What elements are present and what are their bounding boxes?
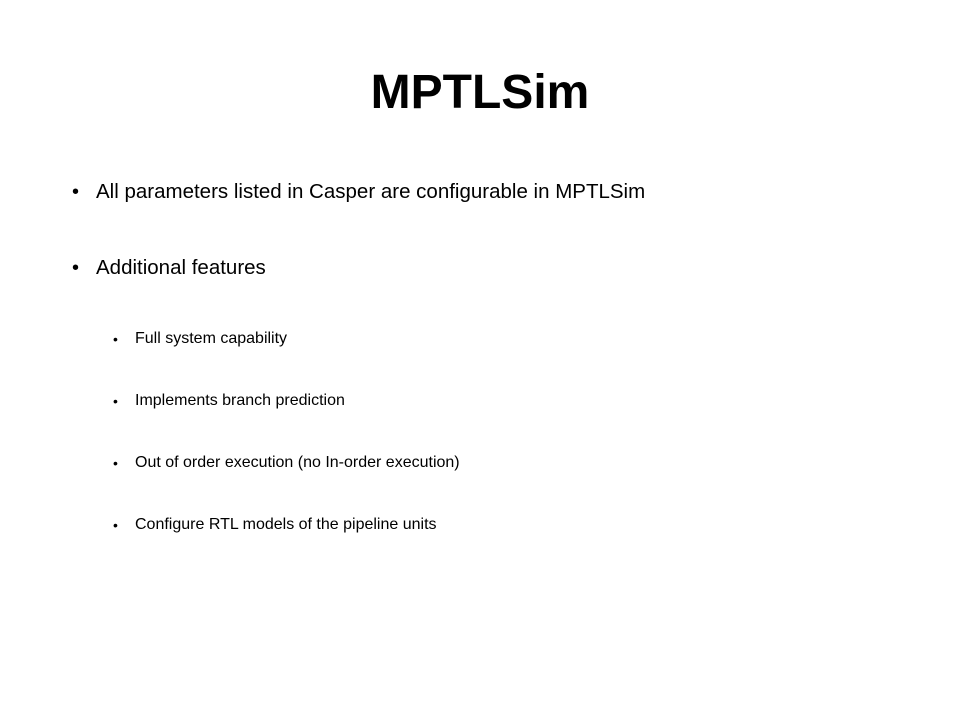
bullet-item — [72, 254, 266, 282]
bullet-item — [72, 178, 645, 206]
sub-bullet-item — [113, 389, 345, 413]
bullet-dot-icon: • — [72, 257, 80, 279]
slide-title: MPTLSim — [370, 66, 590, 119]
sub-bullet-text: Full system capability — [135, 330, 288, 347]
bullet-dot-icon: • — [113, 393, 118, 409]
bullet-text: Additional features — [96, 256, 266, 279]
sub-bullet-item — [113, 327, 287, 351]
bullet-text: All parameters listed in Casper are configurable in MPTLSim — [96, 180, 646, 203]
bullet-dot-icon: • — [113, 517, 118, 533]
bullet-dot-icon: • — [113, 455, 118, 471]
bullet-dot-icon: • — [72, 181, 80, 203]
sub-bullet-text: Implements branch prediction — [135, 392, 345, 409]
sub-bullet-text: Configure RTL models of the pipeline units — [135, 516, 437, 533]
sub-bullet-item — [113, 513, 437, 537]
sub-bullet-item — [113, 451, 460, 475]
bullet-dot-icon: • — [113, 331, 118, 347]
sub-bullet-text: Out of order execution (no In-order execution) — [135, 454, 460, 471]
